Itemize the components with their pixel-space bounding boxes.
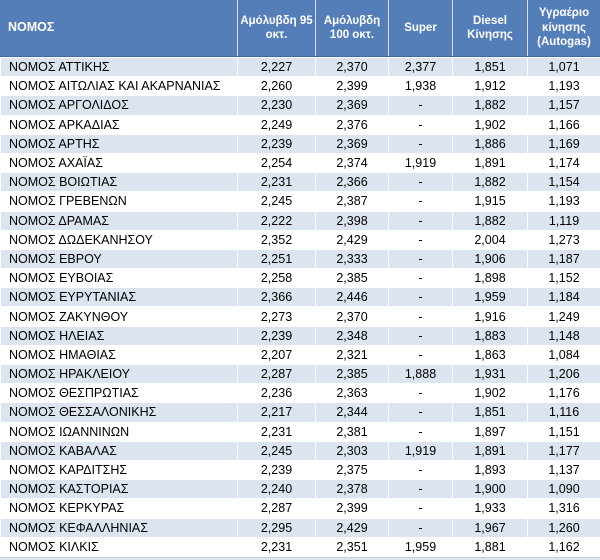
table-row [0, 153, 600, 172]
price-value: 2,399 [315, 77, 388, 95]
table-row [0, 249, 600, 268]
price-value: 2,230 [237, 96, 315, 114]
price-value: 1,863 [452, 346, 527, 364]
price-value: - [388, 461, 452, 479]
table-row [0, 537, 600, 556]
price-value: 2,369 [315, 135, 388, 153]
table-header-row [0, 0, 600, 57]
price-value: 1,938 [388, 77, 452, 95]
table-row [0, 134, 600, 153]
price-value: 1,967 [452, 519, 527, 537]
table-row [0, 345, 600, 364]
column-header-unleaded-95: Αμόλυβδη 95 οκτ. [237, 0, 315, 56]
price-value: 2,258 [237, 269, 315, 287]
price-value: 1,177 [527, 442, 600, 460]
prefecture-name: ΝΟΜΟΣ ΖΑΚΥΝΘΟΥ [0, 307, 237, 325]
price-value: 1,184 [527, 288, 600, 306]
price-value: 1,137 [527, 461, 600, 479]
price-value: 1,891 [452, 442, 527, 460]
price-value: - [388, 480, 452, 498]
price-value: 2,004 [452, 231, 527, 249]
table-row [0, 402, 600, 421]
price-value: 1,166 [527, 116, 600, 134]
price-value: 2,351 [315, 538, 388, 556]
price-value: 2,375 [315, 461, 388, 479]
price-value: 1,916 [452, 307, 527, 325]
price-value: 1,882 [452, 212, 527, 230]
price-value: 2,245 [237, 442, 315, 460]
price-value: 2,369 [315, 96, 388, 114]
price-value: 1,882 [452, 96, 527, 114]
price-value: 2,287 [237, 499, 315, 517]
price-value: 1,959 [452, 288, 527, 306]
price-value: 1,919 [388, 442, 452, 460]
price-value: 2,251 [237, 250, 315, 268]
price-value: 1,148 [527, 327, 600, 345]
price-value: 2,429 [315, 519, 388, 537]
price-value: 1,176 [527, 384, 600, 402]
price-value: 1,154 [527, 173, 600, 191]
price-value: - [388, 307, 452, 325]
price-value: 1,886 [452, 135, 527, 153]
price-value: 2,374 [315, 154, 388, 172]
prefecture-name: ΝΟΜΟΣ ΓΡΕΒΕΝΩΝ [0, 192, 237, 210]
table-row [0, 211, 600, 230]
price-value: 2,429 [315, 231, 388, 249]
price-value: 1,169 [527, 135, 600, 153]
price-value: 2,303 [315, 442, 388, 460]
prefecture-name: ΝΟΜΟΣ ΘΕΣΣΑΛΟΝΙΚΗΣ [0, 403, 237, 421]
prefecture-name: ΝΟΜΟΣ ΑΡΚΑΔΙΑΣ [0, 116, 237, 134]
price-value: 2,370 [315, 307, 388, 325]
prefecture-name: ΝΟΜΟΣ ΑΧΑΪΑΣ [0, 154, 237, 172]
price-value: - [388, 499, 452, 517]
prefecture-name: ΝΟΜΟΣ ΔΡΑΜΑΣ [0, 212, 237, 230]
price-value: 2,231 [237, 423, 315, 441]
price-value: - [388, 192, 452, 210]
price-value: 1,174 [527, 154, 600, 172]
price-value: - [388, 135, 452, 153]
price-value: 2,254 [237, 154, 315, 172]
price-value: 1,902 [452, 384, 527, 402]
table-row [0, 76, 600, 95]
price-value: 1,881 [452, 538, 527, 556]
price-value: 1,915 [452, 192, 527, 210]
price-value: - [388, 116, 452, 134]
price-value: 2,236 [237, 384, 315, 402]
price-value: - [388, 403, 452, 421]
column-header-autogas: Υγραέριο κίνησης (Autogas) [527, 0, 600, 56]
prefecture-name: ΝΟΜΟΣ ΗΛΕΙΑΣ [0, 327, 237, 345]
price-value: 1,933 [452, 499, 527, 517]
price-value: 2,344 [315, 403, 388, 421]
price-value: 1,912 [452, 77, 527, 95]
table-row [0, 95, 600, 114]
table-row [0, 172, 600, 191]
prefecture-name: ΝΟΜΟΣ ΗΜΑΘΙΑΣ [0, 346, 237, 364]
price-value: - [388, 327, 452, 345]
price-value: 1,152 [527, 269, 600, 287]
price-value: 2,398 [315, 212, 388, 230]
price-value: - [388, 231, 452, 249]
price-value: 1,316 [527, 499, 600, 517]
table-row [0, 460, 600, 479]
prefecture-name: ΝΟΜΟΣ ΔΩΔΕΚΑΝΗΣΟΥ [0, 231, 237, 249]
price-value: 2,260 [237, 77, 315, 95]
price-value: - [388, 212, 452, 230]
prefecture-name: ΝΟΜΟΣ ΕΒΡΟΥ [0, 250, 237, 268]
column-header-super: Super [388, 0, 452, 56]
price-value: 1,891 [452, 154, 527, 172]
price-value: 1,893 [452, 461, 527, 479]
price-value: 1,851 [452, 58, 527, 76]
column-header-unleaded-100: Αμόλυβδη 100 οκτ. [315, 0, 388, 56]
price-value: 2,231 [237, 538, 315, 556]
price-value: 1,090 [527, 480, 600, 498]
price-value: 2,239 [237, 327, 315, 345]
prefecture-name: ΝΟΜΟΣ ΚΙΛΚΙΣ [0, 538, 237, 556]
price-value: 2,273 [237, 307, 315, 325]
price-value: 1,888 [388, 365, 452, 383]
prefecture-name: ΝΟΜΟΣ ΚΑΒΑΛΑΣ [0, 442, 237, 460]
column-header-nomos: ΝΟΜΟΣ [8, 20, 55, 35]
prefecture-name: ΝΟΜΟΣ ΗΡΑΚΛΕΙΟΥ [0, 365, 237, 383]
prefecture-name: ΝΟΜΟΣ ΚΕΡΚΥΡΑΣ [0, 499, 237, 517]
price-value: 2,399 [315, 499, 388, 517]
prefecture-name: ΝΟΜΟΣ ΘΕΣΠΡΩΤΙΑΣ [0, 384, 237, 402]
price-value: 2,385 [315, 269, 388, 287]
price-value: 2,381 [315, 423, 388, 441]
prefecture-name: ΝΟΜΟΣ ΚΑΡΔΙΤΣΗΣ [0, 461, 237, 479]
table-row [0, 268, 600, 287]
price-value: - [388, 346, 452, 364]
price-value: 2,231 [237, 173, 315, 191]
price-value: 1,931 [452, 365, 527, 383]
price-value: 1,902 [452, 116, 527, 134]
price-value: 2,376 [315, 116, 388, 134]
price-value: 1,206 [527, 365, 600, 383]
price-value: 2,366 [237, 288, 315, 306]
price-value: 2,295 [237, 519, 315, 537]
price-value: 1,883 [452, 327, 527, 345]
prefecture-name: ΝΟΜΟΣ ΒΟΙΩΤΙΑΣ [0, 173, 237, 191]
price-value: - [388, 519, 452, 537]
prefecture-name: ΝΟΜΟΣ ΚΕΦΑΛΛΗΝΙΑΣ [0, 519, 237, 537]
price-value: 2,446 [315, 288, 388, 306]
table-row [0, 191, 600, 210]
table-row [0, 498, 600, 517]
price-value: 1,116 [527, 403, 600, 421]
price-value: 1,260 [527, 519, 600, 537]
prefecture-name: ΝΟΜΟΣ ΑΡΓΟΛΙΔΟΣ [0, 96, 237, 114]
price-value: 1,249 [527, 307, 600, 325]
price-value: 1,851 [452, 403, 527, 421]
price-value: - [388, 423, 452, 441]
price-value: 2,217 [237, 403, 315, 421]
price-value: 2,239 [237, 461, 315, 479]
price-value: 1,900 [452, 480, 527, 498]
table-row [0, 230, 600, 249]
price-value: 1,919 [388, 154, 452, 172]
price-value: 2,370 [315, 58, 388, 76]
price-value: 2,377 [388, 58, 452, 76]
price-value: 1,273 [527, 231, 600, 249]
prefecture-name: ΝΟΜΟΣ ΑΡΤΗΣ [0, 135, 237, 153]
price-value: - [388, 288, 452, 306]
table-row [0, 441, 600, 460]
price-value: 1,084 [527, 346, 600, 364]
price-value: 2,348 [315, 327, 388, 345]
column-header-diesel: Diesel Κίνησης [452, 0, 527, 56]
price-value: 2,321 [315, 346, 388, 364]
price-value: 2,385 [315, 365, 388, 383]
table-row [0, 422, 600, 441]
price-value: 2,239 [237, 135, 315, 153]
table-row [0, 306, 600, 325]
table-body [0, 57, 600, 557]
price-value: 1,906 [452, 250, 527, 268]
table-row [0, 383, 600, 402]
price-value: 1,193 [527, 77, 600, 95]
price-value: 2,207 [237, 346, 315, 364]
price-value: - [388, 250, 452, 268]
prefecture-name: ΝΟΜΟΣ ΑΙΤΩΛΙΑΣ ΚΑΙ ΑΚΑΡΝΑΝΙΑΣ [0, 77, 237, 95]
price-value: 1,157 [527, 96, 600, 114]
price-value: 2,352 [237, 231, 315, 249]
price-value: - [388, 173, 452, 191]
price-value: 2,227 [237, 58, 315, 76]
prefecture-name: ΝΟΜΟΣ ΕΥΒΟΙΑΣ [0, 269, 237, 287]
price-value: 2,245 [237, 192, 315, 210]
price-value: 1,151 [527, 423, 600, 441]
prefecture-name: ΝΟΜΟΣ ΙΩΑΝΝΙΝΩΝ [0, 423, 237, 441]
price-value: 2,387 [315, 192, 388, 210]
price-value: 2,222 [237, 212, 315, 230]
price-value: 1,897 [452, 423, 527, 441]
table-row [0, 115, 600, 134]
table-row [0, 57, 600, 76]
price-value: 2,287 [237, 365, 315, 383]
table-row [0, 518, 600, 537]
price-value: 2,333 [315, 250, 388, 268]
price-value: 1,162 [527, 538, 600, 556]
price-value: 2,363 [315, 384, 388, 402]
price-value: 1,193 [527, 192, 600, 210]
prefecture-name: ΝΟΜΟΣ ΑΤΤΙΚΗΣ [0, 58, 237, 76]
price-value: - [388, 384, 452, 402]
table-row [0, 326, 600, 345]
price-value: 1,187 [527, 250, 600, 268]
table-row [0, 364, 600, 383]
price-value: - [388, 96, 452, 114]
table-row [0, 479, 600, 498]
price-value: 2,366 [315, 173, 388, 191]
price-value: 1,898 [452, 269, 527, 287]
price-value: 1,882 [452, 173, 527, 191]
price-value: 2,240 [237, 480, 315, 498]
table-row [0, 287, 600, 306]
prefecture-name: ΝΟΜΟΣ ΚΑΣΤΟΡΙΑΣ [0, 480, 237, 498]
price-value: 2,249 [237, 116, 315, 134]
price-value: - [388, 269, 452, 287]
price-value: 1,071 [527, 58, 600, 76]
price-value: 2,378 [315, 480, 388, 498]
price-value: 1,119 [527, 212, 600, 230]
price-value: 1,959 [388, 538, 452, 556]
prefecture-name: ΝΟΜΟΣ ΕΥΡΥΤΑΝΙΑΣ [0, 288, 237, 306]
